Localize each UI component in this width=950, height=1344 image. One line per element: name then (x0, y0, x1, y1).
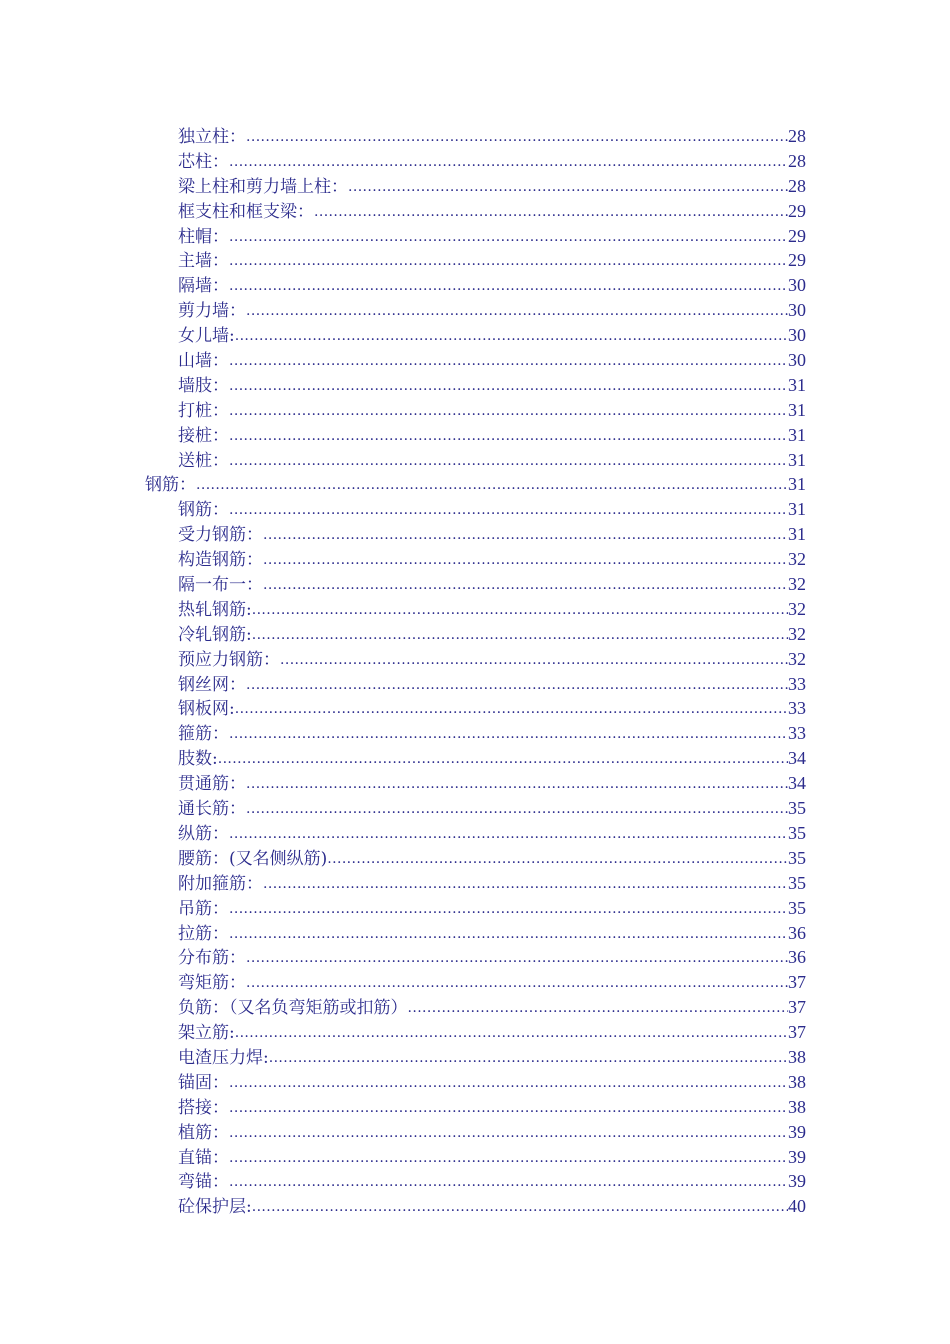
toc-entry-page-number: 37 (788, 995, 806, 1020)
toc-dot-leader (229, 897, 788, 922)
toc-dot-leader (235, 324, 788, 349)
toc-dot-leader (229, 374, 788, 399)
toc-entry[interactable] (145, 472, 806, 497)
toc-dot-leader (246, 125, 788, 150)
toc-dot-leader (252, 598, 788, 623)
toc-dot-leader (229, 1071, 788, 1096)
toc-entry-label: 拉筋： (178, 922, 229, 947)
toc-entry[interactable] (178, 1120, 806, 1145)
toc-entry[interactable] (178, 273, 806, 298)
toc-entry[interactable] (178, 796, 806, 821)
toc-entry[interactable] (178, 373, 806, 398)
toc-entry[interactable] (178, 398, 806, 423)
toc-entry[interactable] (178, 1169, 806, 1194)
toc-entry-label: 预应力钢筋： (178, 648, 280, 673)
toc-entry-label: 弯锚： (178, 1170, 229, 1195)
toc-entry-label: 女儿墙: (178, 324, 235, 349)
toc-entry[interactable] (178, 672, 806, 697)
toc-dot-leader (408, 996, 789, 1021)
toc-dot-leader (235, 697, 788, 722)
toc-dot-leader (229, 225, 788, 250)
toc-dot-leader (314, 200, 788, 225)
toc-dot-leader (218, 747, 788, 772)
toc-entry-label: 弯矩筋： (178, 971, 246, 996)
toc-dot-leader (229, 1121, 788, 1146)
toc-dot-leader (229, 498, 788, 523)
toc-entry-label: 电渣压力焊: (178, 1046, 269, 1071)
toc-entry[interactable] (178, 298, 806, 323)
toc-entry[interactable] (178, 821, 806, 846)
toc-entry-page-number: 31 (788, 373, 806, 398)
toc-dot-leader (229, 399, 788, 424)
toc-entry-page-number: 31 (788, 448, 806, 473)
toc-entry-page-number: 31 (788, 423, 806, 448)
toc-entry-page-number: 35 (788, 796, 806, 821)
toc-entry-label: 钢筋： (178, 498, 229, 523)
toc-entry-label: 吊筋： (178, 897, 229, 922)
toc-entry-label: 隔墙： (178, 274, 229, 299)
toc-dot-leader (229, 349, 788, 374)
toc-entry-page-number: 31 (788, 398, 806, 423)
toc-dot-leader (229, 424, 788, 449)
toc-dot-leader (252, 623, 788, 648)
toc-dot-leader (229, 1096, 788, 1121)
toc-entry[interactable] (178, 323, 806, 348)
toc-entry-label: 架立筋: (178, 1021, 235, 1046)
toc-entry[interactable] (178, 846, 806, 871)
toc-entry-label: 锚固： (178, 1071, 229, 1096)
toc-entry-label: 受力钢筋： (178, 523, 263, 548)
toc-entry-page-number: 37 (788, 1020, 806, 1045)
toc-entry[interactable] (178, 547, 806, 572)
toc-dot-leader (229, 822, 788, 847)
toc-entry[interactable] (178, 622, 806, 647)
toc-entry-page-number: 31 (788, 522, 806, 547)
toc-entry-label: 热轧钢筋: (178, 598, 252, 623)
toc-entry[interactable] (178, 1045, 806, 1070)
toc-entry-page-number: 35 (788, 871, 806, 896)
toc-entry-label: 搭接： (178, 1096, 229, 1121)
toc-entry-page-number: 33 (788, 696, 806, 721)
toc-dot-leader (263, 573, 788, 598)
toc-dot-leader (229, 1146, 788, 1171)
toc-entry[interactable] (178, 224, 806, 249)
toc-entry-label: 框支柱和框支梁： (178, 200, 314, 225)
toc-entry-page-number: 39 (788, 1145, 806, 1170)
toc-entry[interactable] (178, 921, 806, 946)
toc-entry-label: 芯柱： (178, 150, 229, 175)
toc-entry-page-number: 30 (788, 323, 806, 348)
toc-dot-leader (263, 523, 788, 548)
toc-entry-label: 植筋： (178, 1121, 229, 1146)
toc-entry[interactable] (178, 896, 806, 921)
toc-entry[interactable] (178, 1194, 806, 1219)
toc-entry-page-number: 30 (788, 348, 806, 373)
toc-entry-page-number: 38 (788, 1045, 806, 1070)
toc-entry[interactable] (178, 572, 806, 597)
toc-dot-leader (229, 1170, 788, 1195)
toc-entry[interactable] (178, 1020, 806, 1045)
toc-entry-page-number: 38 (788, 1070, 806, 1095)
toc-dot-leader (246, 299, 788, 324)
toc-entry[interactable] (178, 871, 806, 896)
toc-entry[interactable] (178, 970, 806, 995)
toc-entry-label: 负筋：（又名负弯矩筋或扣筋） (178, 996, 408, 1021)
toc-entry[interactable] (178, 149, 806, 174)
toc-dot-leader (246, 797, 788, 822)
toc-entry-page-number: 28 (788, 174, 806, 199)
toc-entry-label: 通长筋： (178, 797, 246, 822)
toc-entry-page-number: 35 (788, 896, 806, 921)
toc-entry-page-number: 36 (788, 921, 806, 946)
toc-entry[interactable] (178, 348, 806, 373)
toc-entry-label: 剪力墙： (178, 299, 246, 324)
toc-entry[interactable] (178, 497, 806, 522)
toc-entry-page-number: 38 (788, 1095, 806, 1120)
toc-entry[interactable] (178, 423, 806, 448)
toc-entry[interactable] (178, 1095, 806, 1120)
toc-dot-leader (348, 175, 788, 200)
toc-entry-label: 附加箍筋： (178, 872, 263, 897)
toc-entry-page-number: 36 (788, 945, 806, 970)
toc-dot-leader (246, 971, 788, 996)
toc-entry-page-number: 39 (788, 1120, 806, 1145)
toc-entry-label: 钢板网: (178, 697, 235, 722)
toc-entry-page-number: 32 (788, 572, 806, 597)
toc-entry-label: 接桩： (178, 424, 229, 449)
toc-entry-page-number: 28 (788, 124, 806, 149)
toc-entry[interactable] (178, 995, 806, 1020)
toc-entry-label: 肢数: (178, 747, 218, 772)
toc-entry[interactable] (178, 199, 806, 224)
toc-entry-page-number: 31 (788, 472, 806, 497)
toc-entry-page-number: 32 (788, 647, 806, 672)
toc-entry[interactable] (178, 522, 806, 547)
toc-entry-label: 箍筋： (178, 722, 229, 747)
toc-dot-leader (280, 648, 788, 673)
toc-entry[interactable] (178, 174, 806, 199)
toc-entry-label: 砼保护层: (178, 1195, 252, 1220)
toc-dot-leader (327, 847, 788, 872)
toc-entry[interactable] (178, 771, 806, 796)
toc-dot-leader (229, 449, 788, 474)
toc-dot-leader (235, 1021, 788, 1046)
toc-entry-label: 纵筋： (178, 822, 229, 847)
toc-entry[interactable] (178, 248, 806, 273)
toc-entry[interactable] (178, 945, 806, 970)
toc-dot-leader (269, 1046, 788, 1071)
table-of-contents (0, 124, 950, 1219)
toc-entry-page-number: 35 (788, 821, 806, 846)
toc-dot-leader (263, 548, 788, 573)
toc-entry-page-number: 33 (788, 721, 806, 746)
toc-entry[interactable] (178, 597, 806, 622)
toc-entry-page-number: 30 (788, 273, 806, 298)
toc-dot-leader (246, 772, 788, 797)
toc-dot-leader (196, 473, 788, 498)
toc-dot-leader (246, 673, 788, 698)
toc-entry-page-number: 29 (788, 199, 806, 224)
toc-dot-leader (229, 274, 788, 299)
toc-entry-label: 打桩： (178, 399, 229, 424)
toc-entry-page-number: 29 (788, 224, 806, 249)
toc-entry[interactable] (178, 1070, 806, 1095)
toc-entry-label: 梁上柱和剪力墙上柱： (178, 175, 348, 200)
toc-entry-page-number: 32 (788, 597, 806, 622)
toc-entry-label: 柱帽： (178, 225, 229, 250)
toc-dot-leader (229, 150, 788, 175)
toc-entry-page-number: 35 (788, 846, 806, 871)
toc-entry-label: 山墙： (178, 349, 229, 374)
toc-entry-label: 墙肢： (178, 374, 229, 399)
toc-entry-label: 钢丝网： (178, 673, 246, 698)
toc-dot-leader (229, 249, 788, 274)
toc-entry-page-number: 39 (788, 1169, 806, 1194)
toc-entry[interactable] (178, 746, 806, 771)
toc-entry-page-number: 40 (788, 1194, 806, 1219)
toc-entry-label: 贯通筋： (178, 772, 246, 797)
toc-entry-page-number: 32 (788, 547, 806, 572)
toc-entry[interactable] (178, 124, 806, 149)
toc-entry-page-number: 34 (788, 771, 806, 796)
toc-entry-label: 钢筋： (145, 473, 196, 498)
toc-dot-leader (252, 1195, 788, 1220)
toc-entry-page-number: 32 (788, 622, 806, 647)
toc-dot-leader (229, 922, 788, 947)
toc-entry-page-number: 37 (788, 970, 806, 995)
toc-entry-label: 送桩： (178, 449, 229, 474)
toc-dot-leader (246, 946, 788, 971)
toc-entry[interactable] (178, 696, 806, 721)
toc-entry-label: 直锚： (178, 1146, 229, 1171)
toc-entry-page-number: 30 (788, 298, 806, 323)
toc-entry-label: 分布筋： (178, 946, 246, 971)
toc-entry-label: 隔一布一： (178, 573, 263, 598)
toc-entry[interactable] (178, 647, 806, 672)
toc-dot-leader (263, 872, 788, 897)
toc-entry-page-number: 31 (788, 497, 806, 522)
toc-entry-page-number: 29 (788, 248, 806, 273)
toc-entry-label: 独立柱： (178, 125, 246, 150)
toc-dot-leader (229, 722, 788, 747)
toc-entry[interactable] (178, 721, 806, 746)
toc-entry-label: 腰筋：(又名侧纵筋) (178, 847, 327, 872)
toc-entry-page-number: 33 (788, 672, 806, 697)
toc-entry[interactable] (178, 1145, 806, 1170)
toc-entry-page-number: 34 (788, 746, 806, 771)
toc-entry-page-number: 28 (788, 149, 806, 174)
toc-entry-label: 冷轧钢筋: (178, 623, 252, 648)
toc-entry-label: 主墙： (178, 249, 229, 274)
toc-entry[interactable] (178, 448, 806, 473)
toc-entry-label: 构造钢筋： (178, 548, 263, 573)
